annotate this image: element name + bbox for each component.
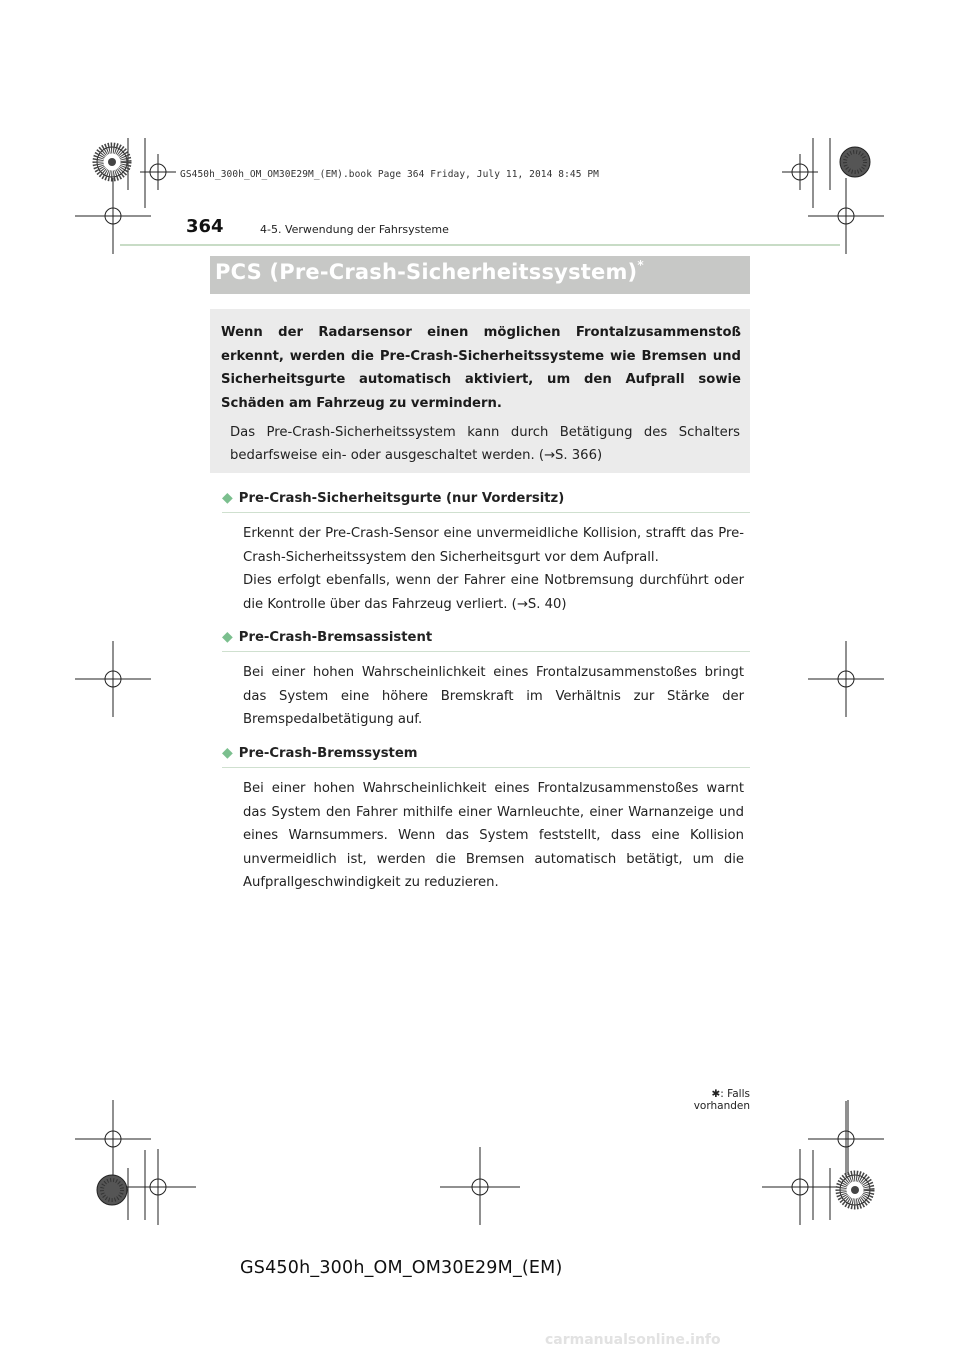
paragraph: Dies erfolgt ebenfalls, wenn der Fahrer eine Notbremsung durchführt oder die Kontrolle über das Fahrzeug verliert. (→S. 40) — [243, 573, 744, 612]
diamond-icon: ◆ — [222, 490, 233, 506]
diamond-icon: ◆ — [222, 745, 233, 761]
target-right-lower — [808, 1101, 884, 1177]
website-watermark[interactable]: carmanualsonline.info — [545, 1332, 721, 1348]
target-bottom-center — [440, 1147, 520, 1225]
page-title — [215, 260, 644, 284]
target-left-middle — [75, 641, 151, 717]
target-left-upper — [75, 178, 151, 254]
section-heading-text: Pre-Crash-Bremssystem — [238, 746, 418, 761]
section-heading-brake-system — [222, 745, 418, 761]
section-heading-text: Pre-Crash-Sicherheitsgurte (nur Vordersitz) — [238, 491, 565, 506]
section-title: 4-5. Verwendung der Fahrsysteme — [260, 223, 449, 236]
intro-note: Das Pre-Crash-Sicherheitssystem kann durch Betätigung des Schalters bedarfsweise ein- oder ausgeschaltet werden. (→S. 366) — [230, 425, 740, 463]
paragraph: Erkennt der Pre-Crash-Sensor eine unvermeidliche Kollision, strafft das Pre-Crash-Sicherheitssystem den Sicherheitsgurt vor dem Aufprall. — [243, 526, 744, 565]
heading-rule — [222, 651, 750, 652]
starburst-bottom-right — [840, 1175, 870, 1205]
heading-rule — [222, 767, 750, 768]
section-heading-text: Pre-Crash-Bremsassistent — [238, 630, 433, 645]
intro-text: Wenn der Radarsensor einen möglichen Frontalzusammenstoß erkennt, werden die Pre-Crash-Sicherheitssysteme wie Bremsen und Sicherheitsgurte automatisch aktiviert, um den Aufprall sowie Schäden am Fahrzeug zu vermindern. — [221, 325, 741, 411]
paragraph: Bei einer hohen Wahrscheinlichkeit eines Frontalzusammenstoßes warnt das System den Fahrer mithilfe einer Warnleuchte, einer Warnanzeige und eines Warnsummers. Wenn das System feststellt, dass eine Kollision unvermeidlich ist, werden die Bremsen automatisch betätigt, um die Aufprallgeschwindigkeit zu reduzieren. — [243, 781, 744, 890]
target-bottom-left — [120, 1149, 196, 1225]
heading-rule — [222, 512, 750, 513]
target-right-middle — [808, 641, 884, 717]
target-right-upper — [808, 178, 884, 254]
diamond-icon: ◆ — [222, 629, 233, 645]
document-id: GS450h_300h_OM_OM30E29M_(EM) — [240, 1258, 563, 1278]
header-rule — [120, 244, 840, 246]
title-marker: * — [637, 258, 644, 272]
paragraph: Bei einer hohen Wahrscheinlichkeit eines Frontalzusammenstoßes bringt das System eine höhere Bremskraft im Verhältnis zur Stärke der Bremspedalbetätigung auf. — [243, 665, 744, 727]
section-heading-seatbelts — [222, 490, 564, 506]
footnote: ✱: Falls vorhanden — [693, 1088, 750, 1112]
file-stamp: GS450h_300h_OM_OM30E29M_(EM).book Page 364 Friday, July 11, 2014 8:45 PM — [180, 169, 600, 180]
dot-disc-top-right — [840, 147, 870, 177]
target-bottom-right — [762, 1149, 838, 1225]
dot-disc-bottom-left — [97, 1175, 127, 1205]
starburst-top-left — [97, 147, 127, 177]
section-heading-brake-assist — [222, 629, 432, 645]
page-title-text: PCS (Pre-Crash-Sicherheitssystem) — [215, 260, 638, 284]
page-number: 364 — [186, 216, 224, 237]
target-left-lower — [75, 1101, 151, 1177]
